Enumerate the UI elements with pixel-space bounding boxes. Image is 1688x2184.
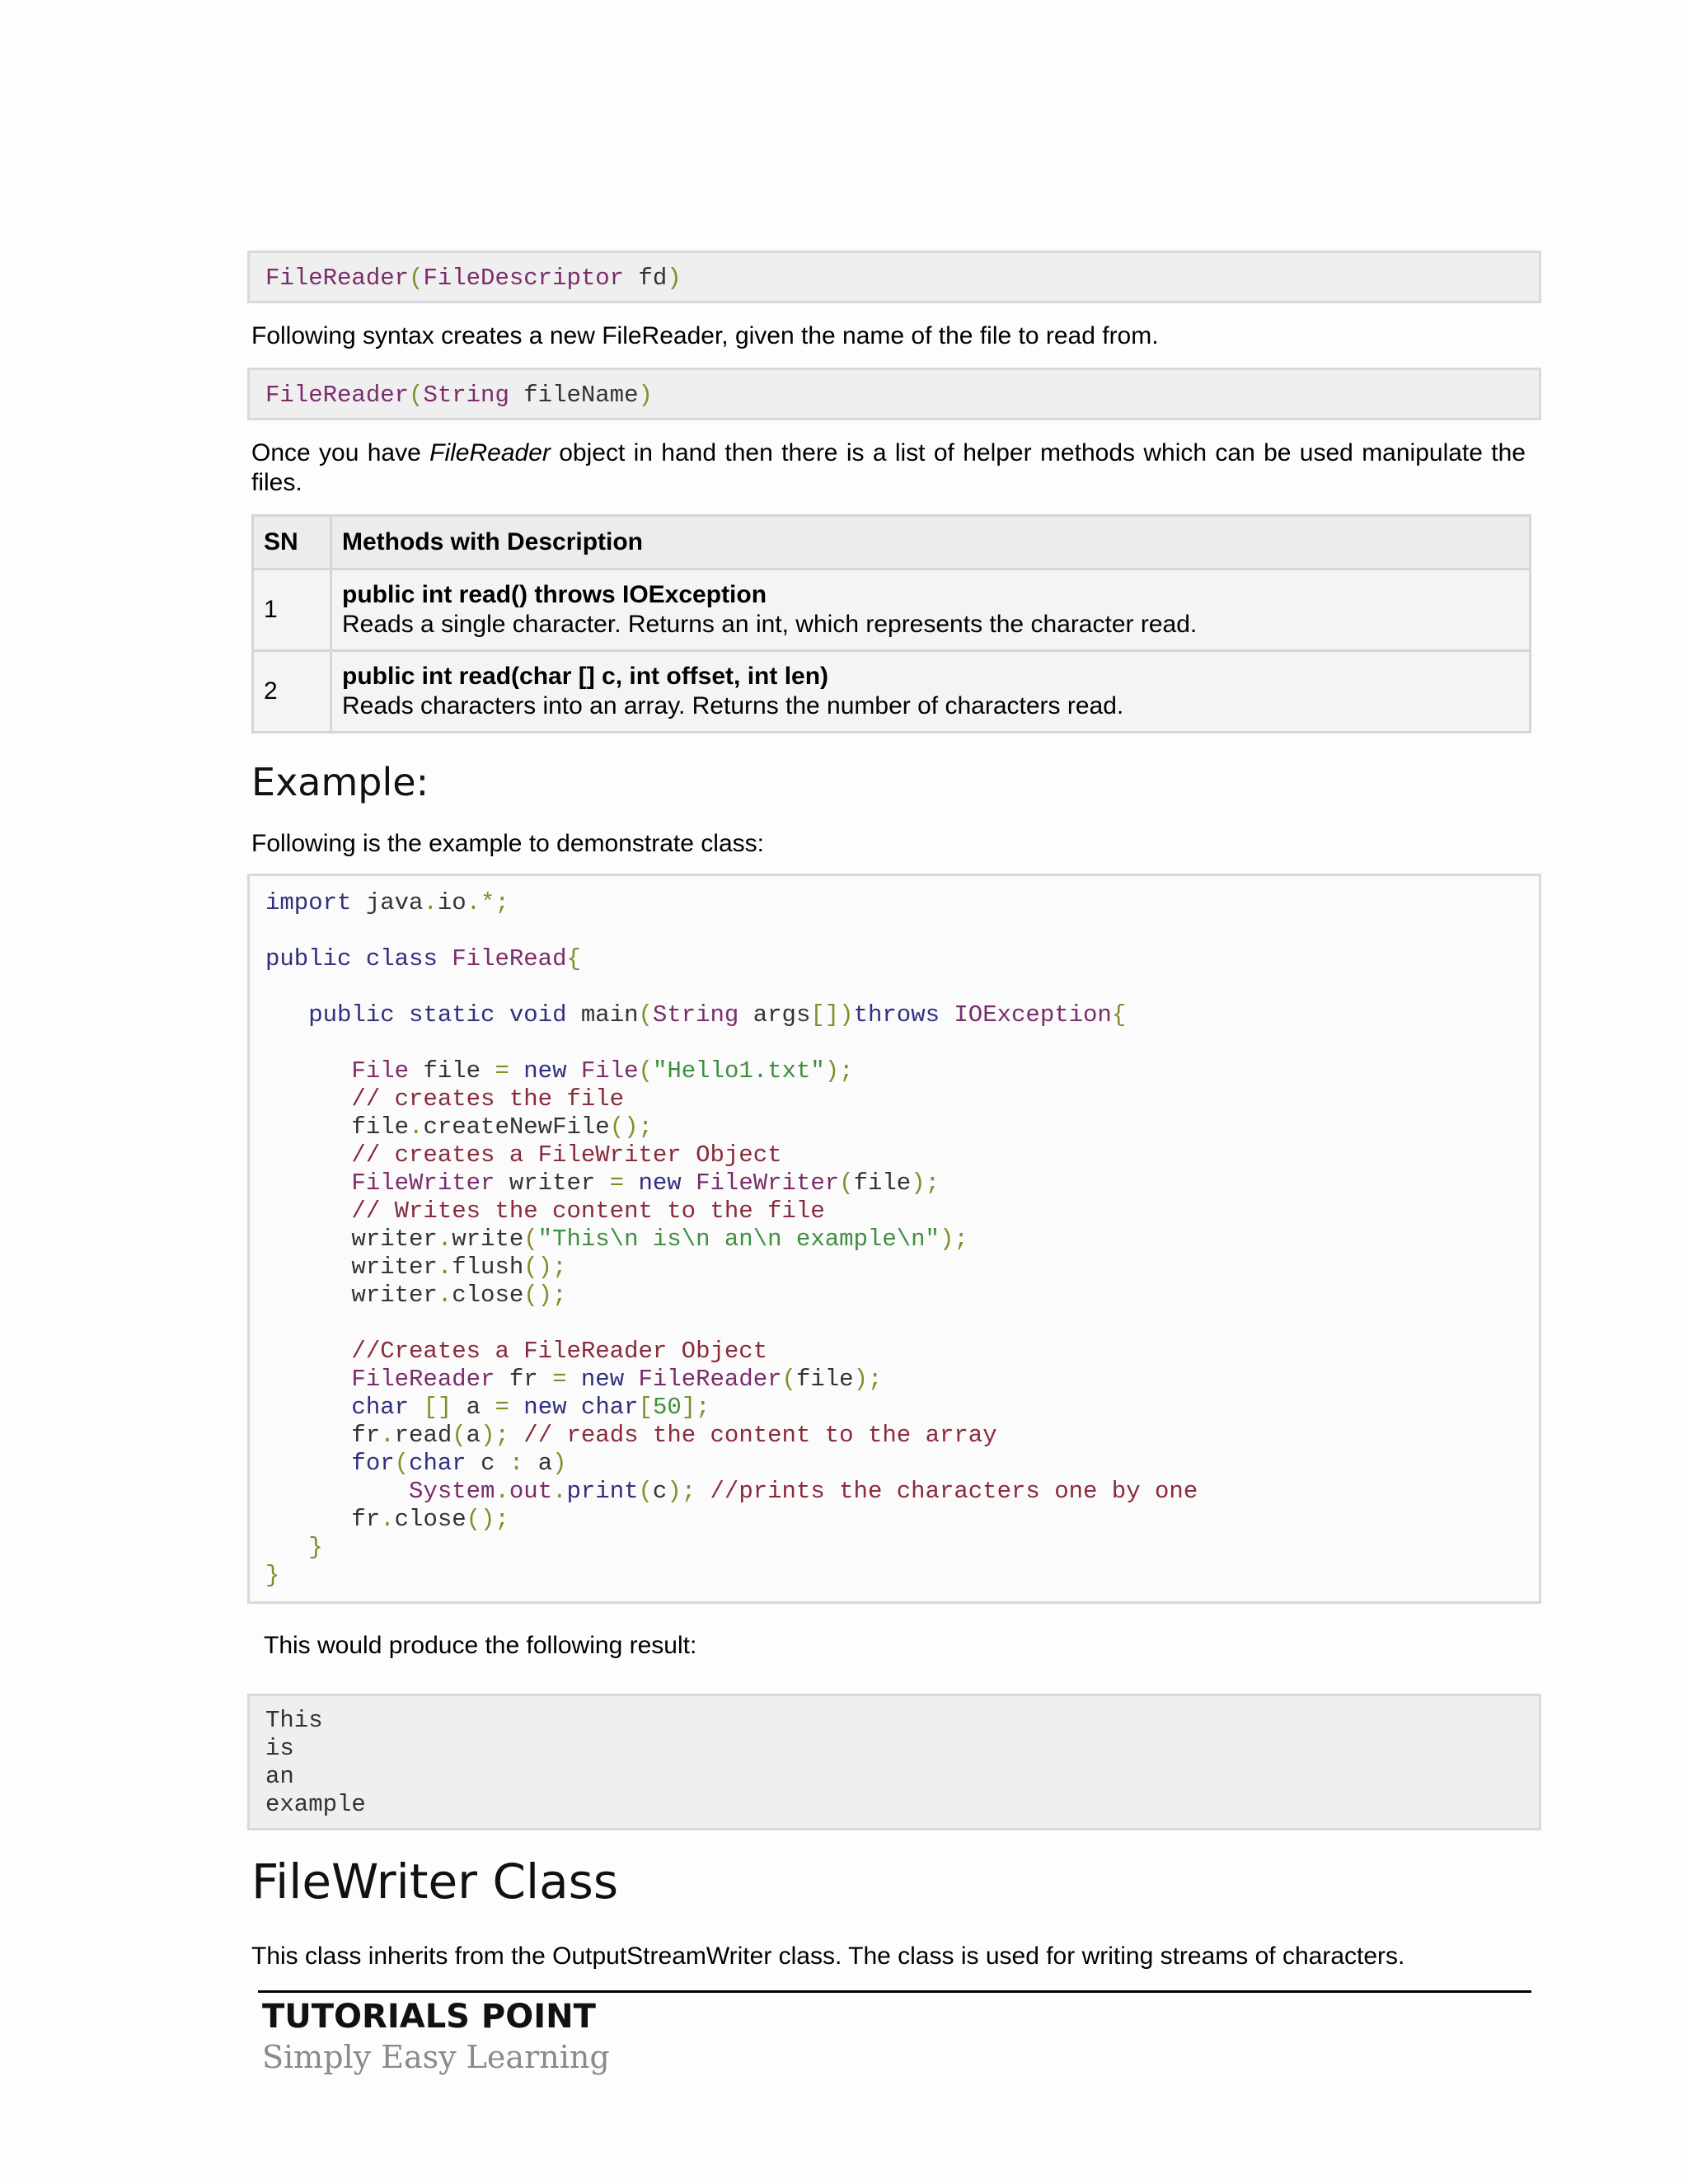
code-line: public class FileRead{ <box>265 945 581 972</box>
output-line: example <box>265 1791 366 1818</box>
table-header-sn: SN <box>253 516 331 569</box>
table-cell-method <box>331 569 1531 651</box>
code-line: FileWriter writer = new FileWriter(file); <box>351 1169 940 1197</box>
method-signature: public int read() throws IOException <box>342 581 767 608</box>
para-helper-methods <box>251 438 1526 498</box>
code-line: FileReader fr = new FileReader(file); <box>351 1366 883 1393</box>
para-text: object in hand then there is a list of helper methods which can be used manipulate the files. <box>251 439 1526 496</box>
code-line: for(char c : a) <box>351 1450 567 1477</box>
table-row <box>253 569 1531 651</box>
table-header-row <box>253 516 1531 569</box>
code-line: } <box>308 1534 323 1561</box>
example-code-block <box>247 874 1541 1604</box>
code-line: writer.flush(); <box>265 1254 567 1281</box>
code-token: FileReader <box>265 382 410 409</box>
code-line: public static void main(String args[])throws IOException{ <box>308 1001 1127 1029</box>
code-line: // creates a FileWriter Object <box>351 1141 782 1169</box>
output-line: This <box>265 1707 323 1734</box>
code-token: String <box>423 382 509 409</box>
code-token: ) <box>667 265 682 292</box>
filewriter-description: This class inherits from the OutputStreamWriter class. The class is used for writing streams of characters. <box>251 1943 1405 1970</box>
code-token: FileReader <box>265 265 410 292</box>
code-line: // Writes the content to the file <box>351 1197 825 1225</box>
output-line: an <box>265 1763 294 1790</box>
code-line: System.out.print(c); //prints the characters one by one <box>409 1478 1198 1505</box>
methods-table <box>251 514 1531 733</box>
output-block <box>247 1694 1541 1830</box>
table-cell-method <box>331 651 1531 733</box>
output-line: is <box>265 1735 294 1762</box>
code-line: fr.read(a); // reads the content to the array <box>265 1422 997 1449</box>
table-row <box>253 651 1531 733</box>
code-line: } <box>265 1562 280 1589</box>
code-line: // creates the file <box>351 1085 625 1113</box>
example-heading: Example: <box>251 760 429 804</box>
result-intro: This would produce the following result: <box>264 1632 697 1659</box>
code-line: writer.close(); <box>265 1282 567 1309</box>
code-line: file.createNewFile(); <box>265 1113 653 1141</box>
code-token: ) <box>638 382 653 409</box>
para-filename-syntax: Following syntax creates a new FileReader, given the name of the file to read from. <box>251 322 1159 349</box>
code-token: ( <box>409 382 424 409</box>
method-description: Reads characters into an array. Returns the number of characters read. <box>342 692 1124 719</box>
table-cell-sn: 2 <box>253 651 331 733</box>
table-header-methods: Methods with Description <box>331 516 1531 569</box>
method-signature: public int read(char [] c, int offset, int len) <box>342 663 829 690</box>
code-line: fr.close(); <box>265 1506 509 1533</box>
method-description: Reads a single character. Returns an int, which represents the character read. <box>342 611 1198 638</box>
code-line: char [] a = new char[50]; <box>351 1394 710 1421</box>
footer-brand: TUTORIALS POINT <box>262 1998 596 2036</box>
code-token: fileName <box>509 382 639 409</box>
code-line: //Creates a FileReader Object <box>351 1338 768 1365</box>
code-filereader-string <box>247 368 1541 420</box>
table-cell-sn: 1 <box>253 569 331 651</box>
code-token: ( <box>409 265 424 292</box>
code-token: FileDescriptor <box>423 265 625 292</box>
code-filereader-fd <box>247 251 1541 303</box>
footer-divider <box>258 1990 1531 1993</box>
code-token: fd <box>624 265 668 292</box>
code-line: File file = new File("Hello1.txt"); <box>351 1057 854 1085</box>
para-italic-class: FileReader <box>429 439 551 466</box>
code-line: writer.write("This\n is\n an\n example\n"); <box>265 1226 968 1253</box>
example-intro: Following is the example to demonstrate class: <box>251 830 764 857</box>
para-text: Once you have <box>251 439 430 466</box>
filewriter-heading: FileWriter Class <box>251 1854 619 1910</box>
code-line: import java.io.*; <box>265 889 509 916</box>
footer-tagline: Simply Easy Learning <box>262 2039 610 2075</box>
